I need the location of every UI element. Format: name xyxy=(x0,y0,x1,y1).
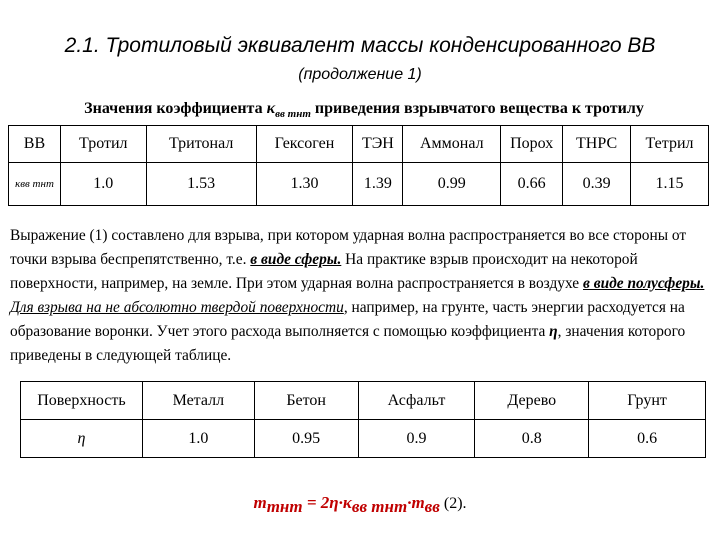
caption-kappa: κ xyxy=(266,100,276,117)
explosive-name: Тротил xyxy=(60,126,146,163)
surface-header-row xyxy=(21,382,706,420)
coef-value: 0.99 xyxy=(403,163,501,206)
page-subtitle: (продолжение 1) xyxy=(298,66,422,83)
coef-value: 1.15 xyxy=(631,163,709,206)
caption-prefix: Значения коэффициента xyxy=(84,100,267,117)
explosives-value-row xyxy=(9,163,709,206)
explosive-name: ТНРС xyxy=(563,126,631,163)
surface-name: Дерево xyxy=(475,382,589,420)
formula-dot-m: ·m xyxy=(407,493,425,512)
surface-name: Грунт xyxy=(589,382,706,420)
coef-value: 1.0 xyxy=(60,163,146,206)
surface-table xyxy=(20,381,706,458)
para-text-5: , значения которого приведены в следующей таблице. xyxy=(10,323,686,364)
formula-m2-sub: вв xyxy=(424,497,440,517)
explosives-table xyxy=(8,125,709,206)
eta-value: 0.6 xyxy=(589,420,706,458)
eta-value: 0.95 xyxy=(254,420,358,458)
coefficient-caption xyxy=(14,100,714,120)
explanation-paragraph xyxy=(10,224,714,368)
soft-surface-emphasis: Для взрыва на не абсолютно твердой поверхности xyxy=(10,299,344,316)
para-text-1: Выражение (1) составлено для взрыва, при котором ударная волна распространяется во все стороны от точки взрыва беспрепятственно, т.е. xyxy=(10,227,687,268)
explosive-name: Гексоген xyxy=(256,126,353,163)
formula-number: (2). xyxy=(443,495,467,512)
surface-name: Металл xyxy=(142,382,254,420)
coef-value: 1.30 xyxy=(256,163,353,206)
hemisphere-emphasis: в виде полусферы. xyxy=(582,275,705,292)
surface-header-label: Поверхность xyxy=(21,382,143,420)
formula-m-sub: тнт xyxy=(266,497,303,517)
explosives-row-label: κвв тнт xyxy=(9,163,61,206)
caption-suffix: приведения взрывчатого вещества к тротилу xyxy=(310,100,644,117)
surface-name: Бетон xyxy=(254,382,358,420)
formula-eq: = 2η·κ xyxy=(302,493,352,512)
caption-kappa-sub: вв тнт xyxy=(275,108,311,121)
surface-value-row xyxy=(21,420,706,458)
para-text-2: На практике взрыв происходит на некоторой поверхности, например, на земле. При этом ударная волна распространяется в воздухе xyxy=(10,251,638,292)
coef-value: 1.39 xyxy=(353,163,403,206)
formula-k-sub: вв тнт xyxy=(351,497,408,517)
eta-value: 0.9 xyxy=(358,420,475,458)
explosive-name: Порох xyxy=(501,126,563,163)
eta-symbol: η xyxy=(549,323,558,340)
surface-name: Асфальт xyxy=(358,382,475,420)
formula-m: m xyxy=(253,493,267,512)
coef-value: 1.53 xyxy=(146,163,256,206)
coef-value: 0.39 xyxy=(563,163,631,206)
explosives-header-row xyxy=(9,126,709,163)
eta-value: 1.0 xyxy=(142,420,254,458)
explosive-name: ТЭН xyxy=(353,126,403,163)
coef-value: 0.66 xyxy=(501,163,563,206)
para-text-4: , например, на грунте, часть энергии расходуется на образование воронки. Учет этого расхода выполняется с помощью коэффициента xyxy=(10,299,685,340)
explosive-name: Тритонал xyxy=(146,126,256,163)
eta-value: 0.8 xyxy=(475,420,589,458)
sphere-emphasis: в виде сферы. xyxy=(250,251,342,268)
explosives-header-label: ВВ xyxy=(9,126,61,163)
explosive-name: Аммонал xyxy=(403,126,501,163)
page-title: 2.1. Тротиловый эквивалент массы конденсированного ВВ xyxy=(64,34,656,57)
explosive-name: Тетрил xyxy=(631,126,709,163)
surface-row-label: η xyxy=(21,420,143,458)
formula xyxy=(0,493,720,517)
